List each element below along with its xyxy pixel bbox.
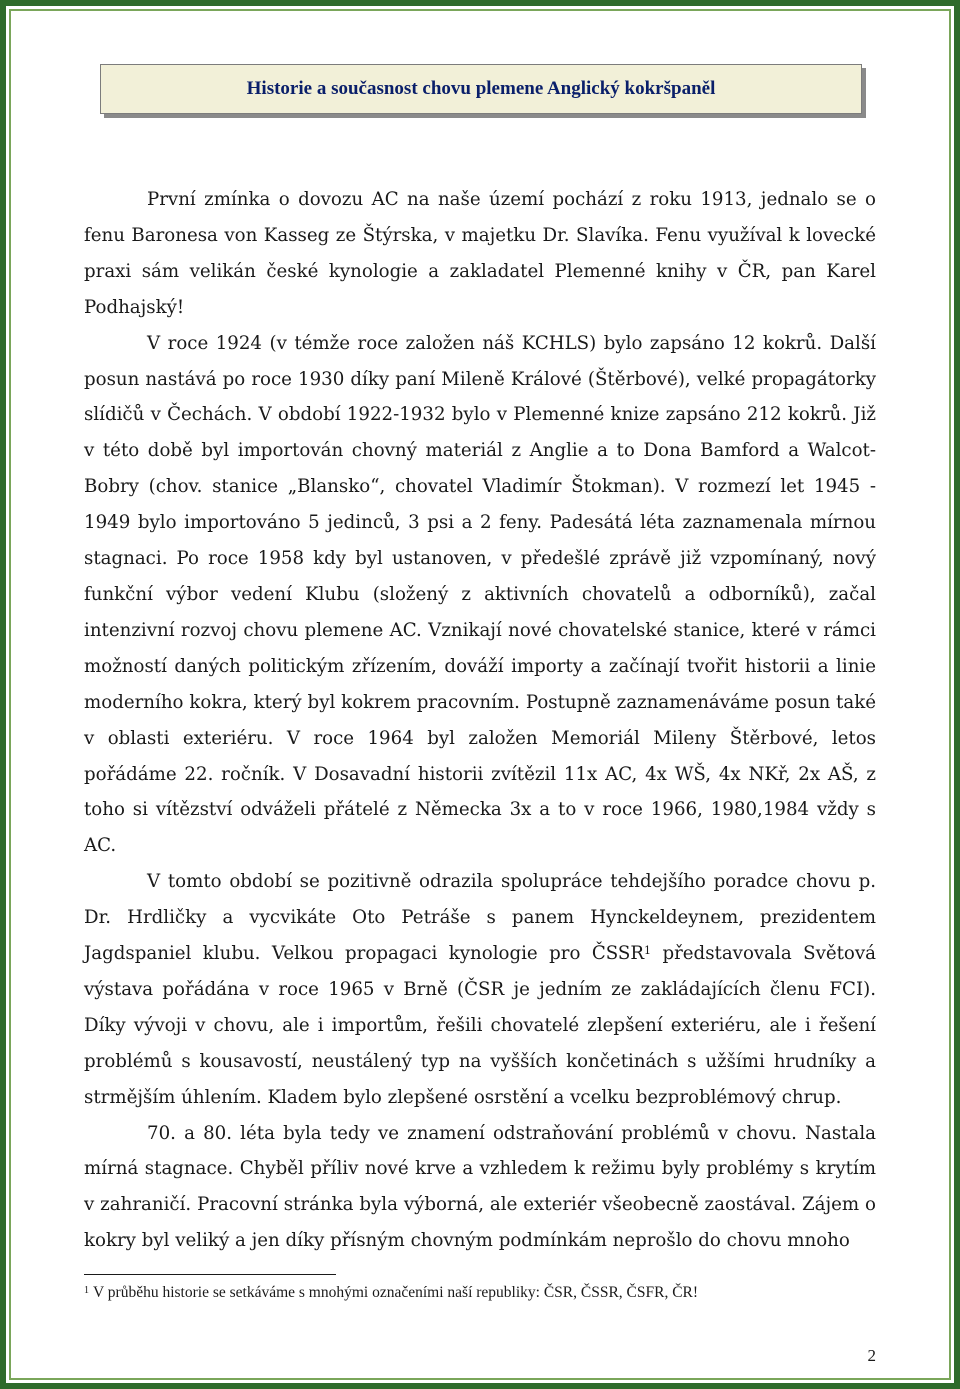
footnote-divider (84, 1274, 336, 1275)
document-title: Historie a současnost chovu plemene Anglický kokršpaněl (246, 78, 716, 99)
paragraph-3-part-1: V tomto období se pozitivně odrazila spolupráce tehdejšího poradce chovu p. Dr. Hrdličky a vycvikáte Oto Petráše s panem Hynckeldeynem, prezidentem Jagdspaniel klubu. Velkou propagaci kynologie pro ČSSR (84, 871, 876, 965)
paragraph-3-part-2: představovala Světová výstava pořádána v roce 1965 v Brně (ČSR je jedním ze zakládajících členu FCI). Díky vývoji v chovu, ale i importům, řešili chovatelé zlepšení exteriéru, ale i řešení problémů s kousavostí, neustálený typ na vyšších končetinách s užšími hrudníky a strmějším úhlením. Kladem bylo zlepšené osrstění a vcelku bezproblémový chrup. (84, 943, 876, 1108)
footnote-reference[interactable]: 1 (644, 944, 652, 958)
paragraph-1: První zmínka o dovozu AC na naše území pochází z roku 1913, jednalo se o fenu Baronesa von Kasseg ze Štýrska, v majetku Dr. Slavíka. Fenu využíval k lovecké praxi sám velikán české kynologie a zakladatel Plemenné knihy v ČR, pan Karel Podhajský! (84, 189, 876, 318)
footnote-mark: 1 (84, 1285, 89, 1296)
body-text (84, 182, 876, 1259)
paragraph-2: V roce 1924 (v témže roce založen náš KCHLS) bylo zapsáno 12 kokrů. Další posun nastává po roce 1930 díky paní Mileně Králové (Štěrbové), velké propagátorky slídičů v Čechách. V období 1922-1932 bylo v Plemenné knize zapsáno 212 kokrů. Již v této době byl importován chovný materiál z Anglie a to Dona Bamford a Walcot-Bobry (chov. stanice „Blansko“, chovatel Vladimír Štokman). V rozmezí let 1945 - 1949 bylo importováno 5 jedinců, 3 psi a 2 feny. Padesátá léta zaznamenala mírnou stagnaci. Po roce 1958 kdy byl ustanoven, v předešlé zprávě již vzpomínaný, nový funkční výbor vedení Klubu (složený z aktivních chovatelů a odborníků), začal intenzivní rozvoj chovu plemene AC. Vznikají nové chovatelské stanice, které v rámci možností daných politickým zřízením, dováží importy a začínají tvořit historii a linie moderního kokra, který byl kokrem pracovním. Postupně zaznamenáváme posun také v oblasti exteriéru. V roce 1964 byl založen Memoriál Mileny Štěrbové, letos pořádáme 22. ročník. V Dosavadní historii zvítězil 11x AC, 4x WŠ, 4x NKř, 2x AŠ, z toho si vítězství odváželi přátelé z Německa 3x a to v roce 1966, 1980,1984 vždy s AC. (84, 332, 876, 857)
paragraph-4: 70. a 80. léta byla tedy ve znamení odstraňování problémů v chovu. Nastala mírná stagnace. Chyběl příliv nové krve a vzhledem k režimu byly problémy s krytím v zahraničí. Pracovní stránka byla výborná, ale exteriér všeobecně zaostával. Zájem o kokry byl veliký a jen díky přísným chovným podmínkám neprošlo do chovu mnoho (84, 1122, 876, 1252)
title-box (100, 64, 862, 114)
paragraph-3 (84, 864, 876, 1115)
footnote (84, 1283, 876, 1303)
page-number: 2 (867, 1346, 876, 1365)
footnote-text: V průběhu historie se setkáváme s mnohými označeními naší republiky: ČSR, ČSSR, ČSFR, ČR! (93, 1284, 699, 1301)
